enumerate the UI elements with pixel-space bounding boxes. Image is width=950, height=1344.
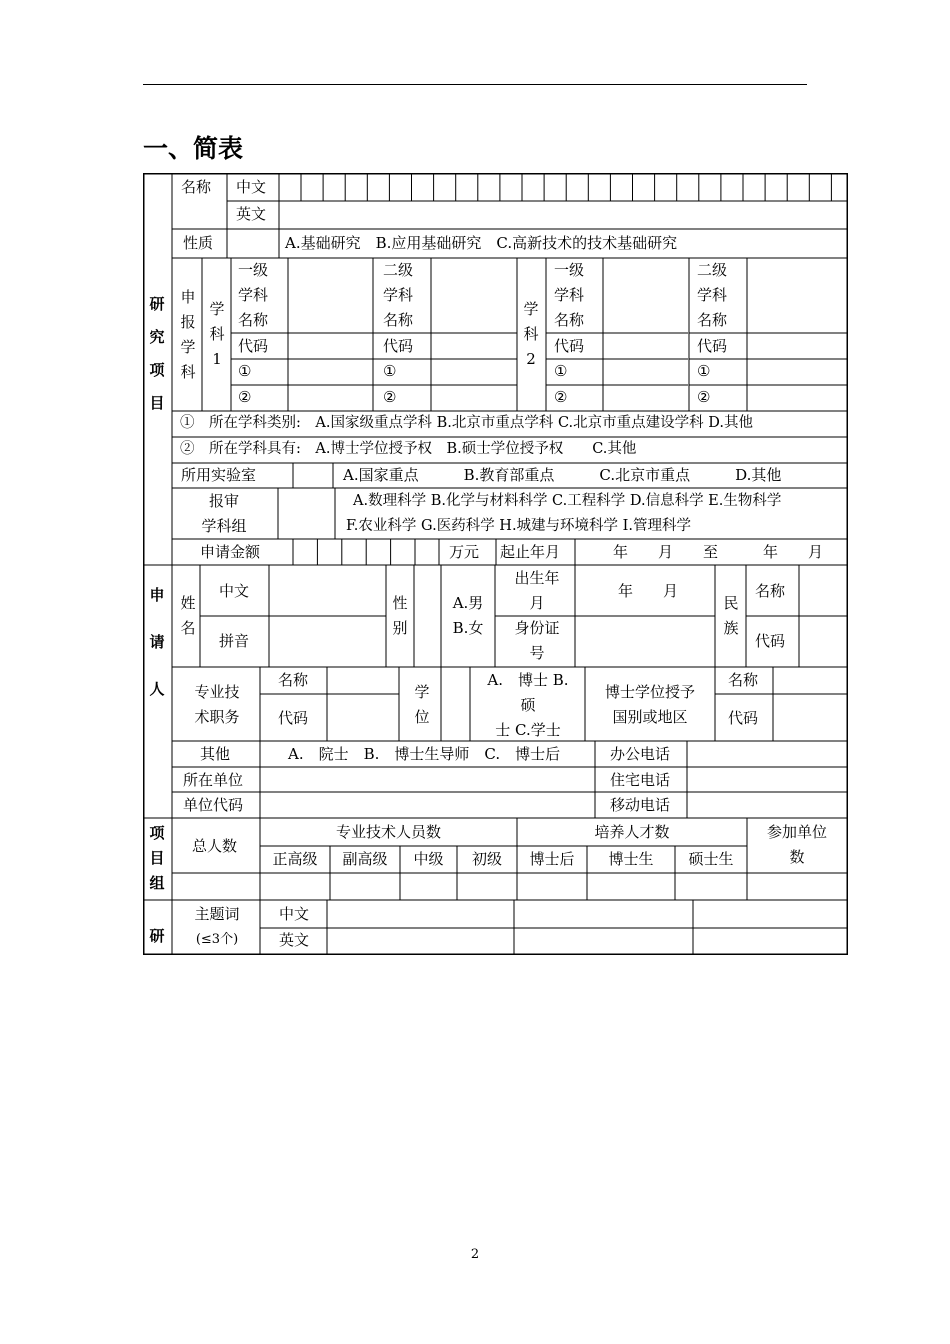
s1-mark1: ① xyxy=(238,362,252,380)
section-research2-label: 研 xyxy=(149,927,165,945)
s2-mark2b: ② xyxy=(697,388,711,406)
unit-label: 所在单位 xyxy=(183,771,244,789)
wan-label: 万元 xyxy=(449,543,480,561)
subject-degree-line: ② 所在学科具有: A.博士学位授予权 B.硕士学位授予权 C.其他 xyxy=(180,441,637,457)
team-units-label: 参加单位 数 xyxy=(766,823,827,866)
ethnic-label: 民 族 xyxy=(723,594,739,637)
ethnic-name-label: 名称 xyxy=(755,582,786,600)
s2-level1-label: 一级 学科 名称 xyxy=(554,261,585,329)
grant-label: 博士学位授予 国别或地区 xyxy=(604,683,695,726)
applicant-name-label: 姓 名 xyxy=(180,594,196,637)
project-cn-label: 中文 xyxy=(236,178,267,196)
trainee-postdoc: 博士后 xyxy=(529,850,575,868)
s2-mark1: ① xyxy=(554,362,568,380)
staff-level-middle: 中级 xyxy=(413,850,444,868)
staff-level-senior: 正高级 xyxy=(272,850,318,868)
birth-label: 出生年 月 xyxy=(514,569,560,612)
trainee-phd: 博士生 xyxy=(608,850,654,868)
review-label: 报审 学科组 xyxy=(201,492,247,535)
s1-mark2: ② xyxy=(238,388,252,406)
prof-title-name: 名称 xyxy=(278,671,309,689)
grant-code: 代码 xyxy=(728,709,759,727)
keywords-label: 主题词 xyxy=(194,905,240,923)
subject-category-line: ① 所在学科类别: A.国家级重点学科 B.北京市重点学科 C.北京市重点建设学科 D.其他 xyxy=(180,415,753,431)
s1-mark1b: ① xyxy=(383,362,397,380)
subject1-label: 学 科 1 xyxy=(209,300,225,368)
gender-label: 性 别 xyxy=(392,594,408,637)
other-options: A. 院士 B. 博士生导师 C. 博士后 xyxy=(288,745,561,763)
s2-mark2: ② xyxy=(554,388,568,406)
staff-level-junior: 初级 xyxy=(471,850,502,868)
keywords-en-label: 英文 xyxy=(279,931,310,949)
applicant-cn-label: 中文 xyxy=(219,582,250,600)
section-applicant-label: 申 请 人 xyxy=(149,586,165,698)
lab-options: A.国家重点 B.教育部重点 C.北京市重点 D.其他 xyxy=(343,466,782,484)
trainee-master: 硕士生 xyxy=(688,850,734,868)
amount-label: 申请金额 xyxy=(200,543,261,561)
other-label: 其他 xyxy=(200,745,231,763)
s2-level2-label: 二级 学科 名称 xyxy=(697,261,728,329)
project-en-label: 英文 xyxy=(236,205,267,223)
period-label: 起止年月 xyxy=(500,543,561,561)
lab-label: 所用实验室 xyxy=(181,466,257,484)
degree-options: A. 博士 B. 硕 士 C.学士 xyxy=(487,671,569,739)
project-nature-label: 性质 xyxy=(183,234,214,252)
summary-form xyxy=(143,173,848,955)
degree-label: 学 位 xyxy=(414,683,430,726)
prof-title-label: 专业技 术职务 xyxy=(194,683,240,726)
birth-value: 年 月 xyxy=(618,582,679,600)
period-value: 年 月 至 年 月 xyxy=(613,543,824,561)
s1-code-label: 代码 xyxy=(238,337,269,355)
keywords-limit: (≤3个) xyxy=(195,932,239,947)
grant-name: 名称 xyxy=(728,671,759,689)
staff-level-associate: 副高级 xyxy=(342,850,388,868)
review-options-2: F.农业科学 G.医药科学 H.城建与环境科学 I.管理科学 xyxy=(346,518,692,534)
review-options-1: A.数理科学 B.化学与材料科学 C.工程科学 D.信息科学 E.生物科学 xyxy=(353,493,782,509)
applicant-pinyin-label: 拼音 xyxy=(219,632,250,650)
s1-mark2b: ② xyxy=(383,388,397,406)
ethnic-code-label: 代码 xyxy=(755,632,786,650)
s2-code2-label: 代码 xyxy=(697,337,728,355)
mobile-phone-label: 移动电话 xyxy=(610,796,671,814)
team-staff-label: 专业技术人员数 xyxy=(335,823,441,841)
office-phone-label: 办公电话 xyxy=(610,745,671,763)
project-name-label: 名称 xyxy=(181,178,212,196)
section-research-label: 研 究 项 目 xyxy=(149,295,165,412)
prof-title-code: 代码 xyxy=(278,709,309,727)
section-team-label: 项 目 组 xyxy=(149,824,165,892)
s1-level1-label: 一级 学科 名称 xyxy=(238,261,269,329)
subject2-label: 学 科 2 xyxy=(523,300,539,368)
s2-code-label: 代码 xyxy=(554,337,585,355)
team-trainee-label: 培养人才数 xyxy=(594,823,670,841)
keywords-cn-label: 中文 xyxy=(279,905,310,923)
project-nature-options: A.基础研究 B.应用基础研究 C.高新技术的技术基础研究 xyxy=(285,234,678,252)
team-total-label: 总人数 xyxy=(192,837,238,855)
s1-level2-label: 二级 学科 名称 xyxy=(383,261,414,329)
page-number: 2 xyxy=(470,1247,480,1262)
unit-code-label: 单位代码 xyxy=(183,796,244,814)
s2-mark1b: ① xyxy=(697,362,711,380)
home-phone-label: 住宅电话 xyxy=(610,771,671,789)
header-rule xyxy=(143,84,807,85)
section-title: 一、简表 xyxy=(143,134,244,163)
subject-apply-label: 申 报 学 科 xyxy=(180,288,196,381)
gender-options: A.男 B.女 xyxy=(452,594,484,637)
s1-code2-label: 代码 xyxy=(383,337,414,355)
id-label: 身份证 号 xyxy=(514,619,560,662)
